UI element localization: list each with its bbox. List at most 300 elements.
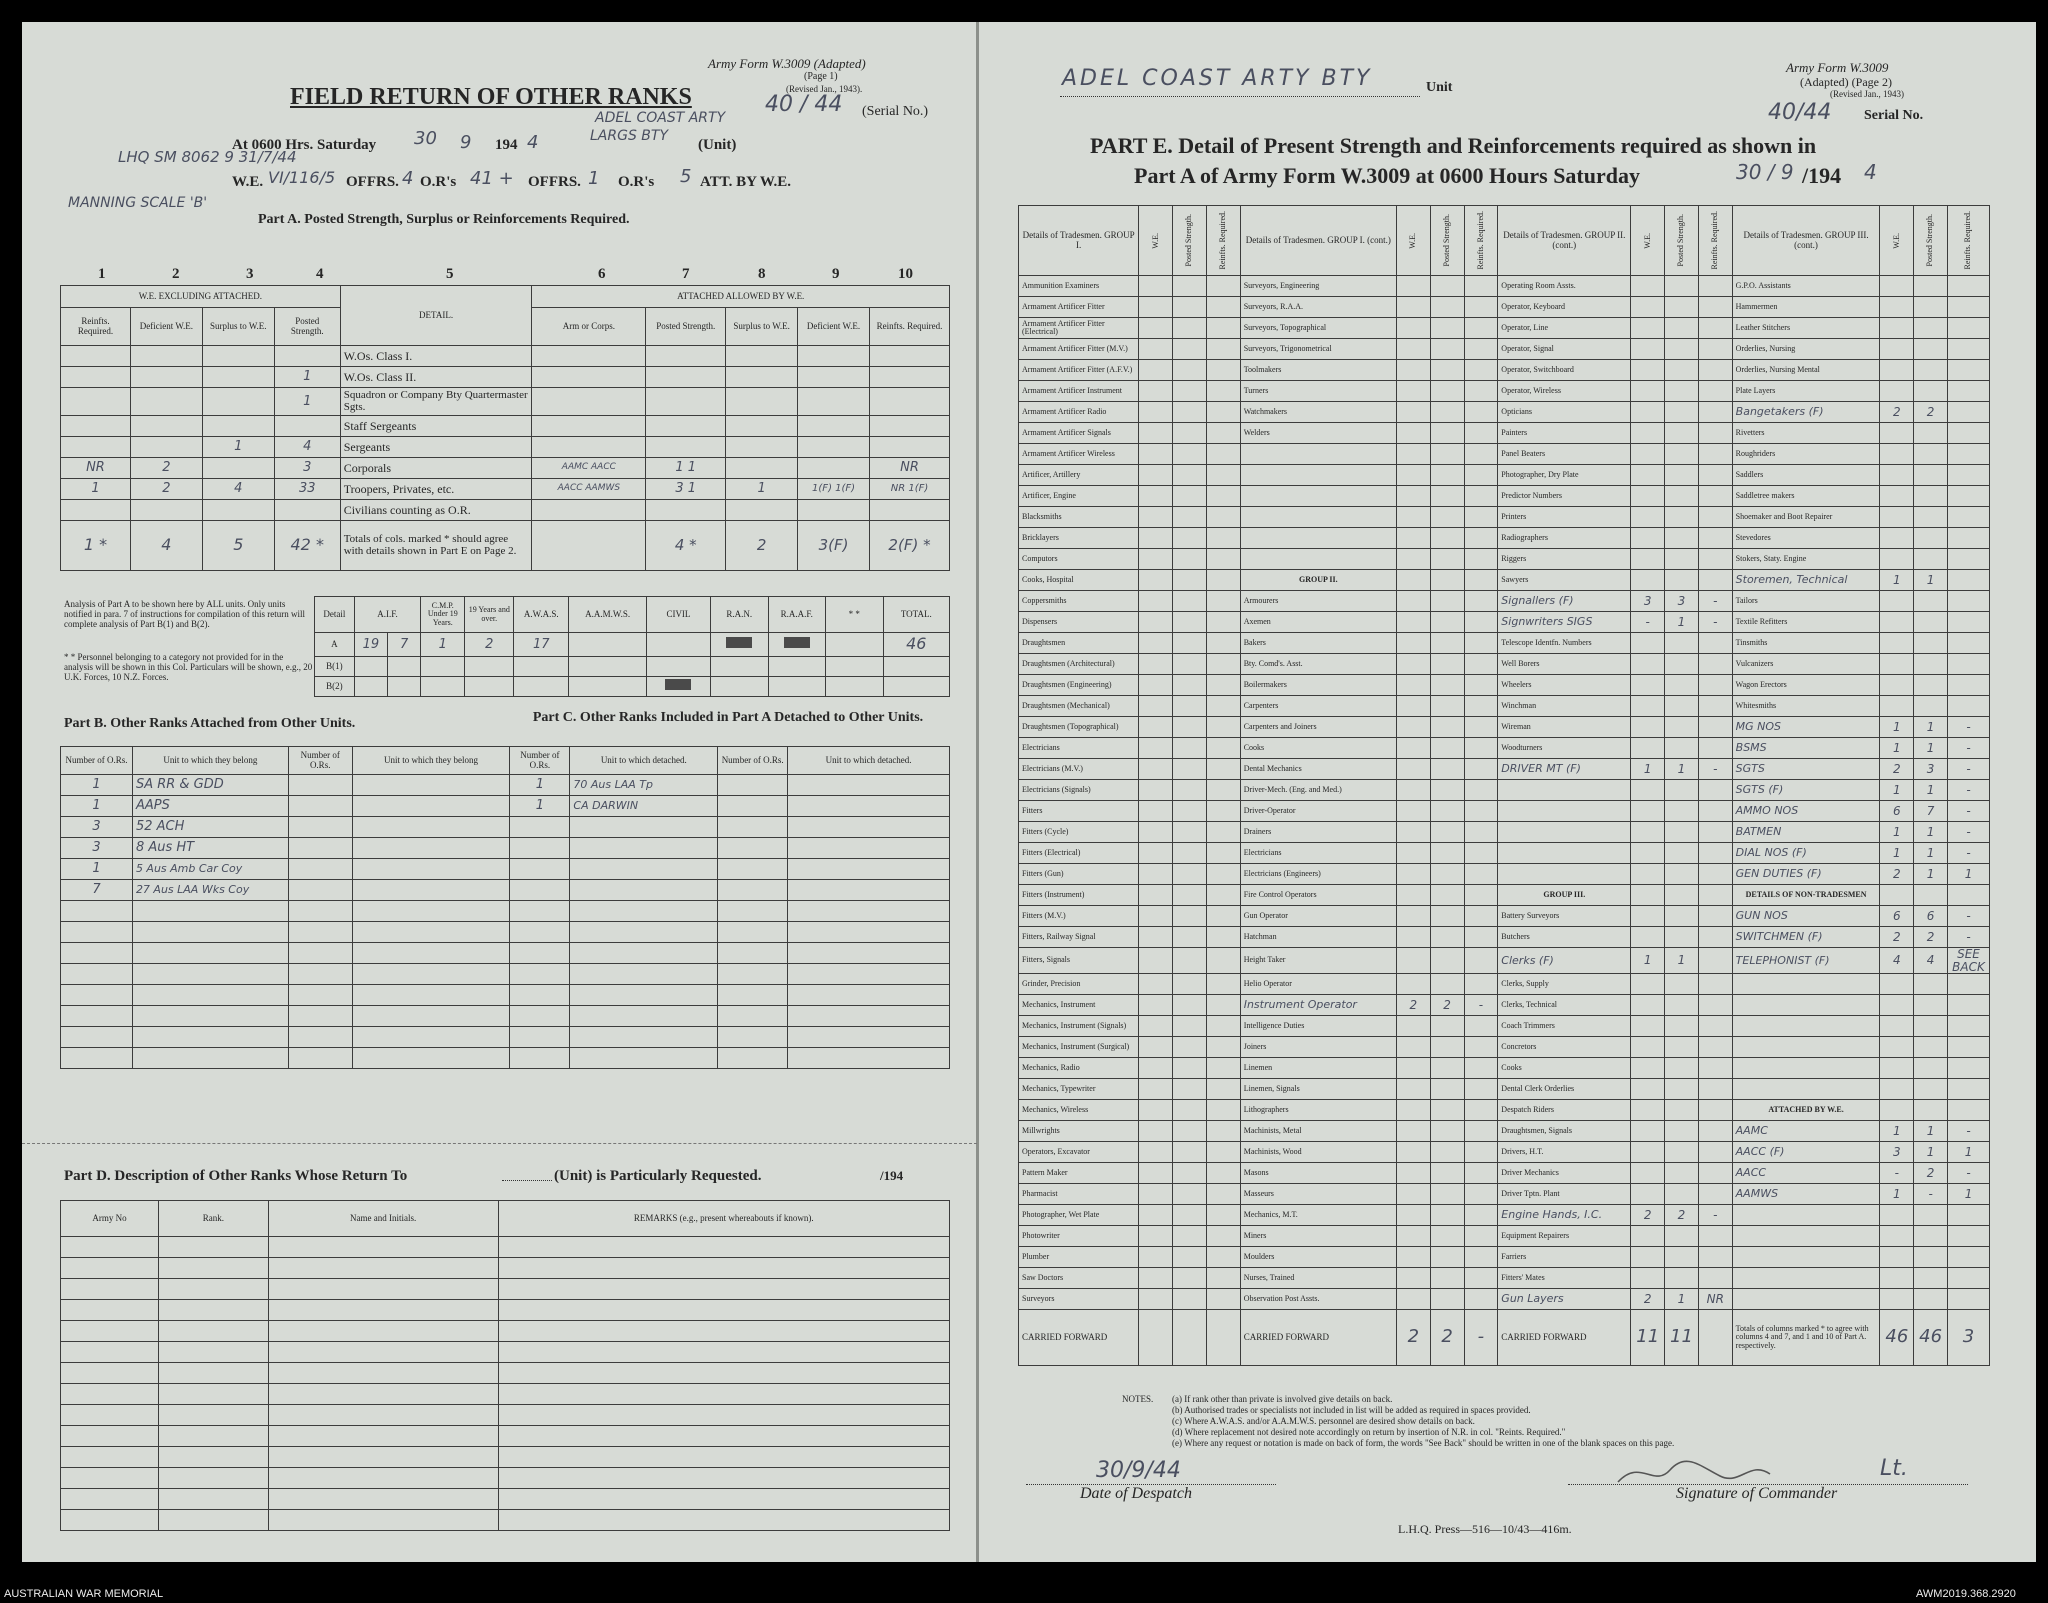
cell: 1 bbox=[510, 796, 570, 817]
trade-value: 6 bbox=[1880, 801, 1914, 822]
trade-label: Watchmakers bbox=[1240, 402, 1396, 423]
trade-value bbox=[1139, 822, 1173, 843]
trade-value bbox=[1430, 1184, 1464, 1205]
despatch-label: Date of Despatch bbox=[1080, 1485, 1192, 1502]
trade-value bbox=[1396, 864, 1430, 885]
trade-label: Storemen, Technical bbox=[1732, 570, 1880, 591]
bc-header: Number of O.Rs. bbox=[288, 747, 352, 775]
trade-label: Instrument Operator bbox=[1240, 995, 1396, 1016]
trade-label: Armament Artificer Fitter (Electrical) bbox=[1019, 318, 1139, 339]
column-header-text: Reinfts. Required. bbox=[1710, 211, 1720, 270]
trade-value bbox=[1948, 444, 1990, 465]
trade-value bbox=[1914, 486, 1948, 507]
trade-label: Vulcanizers bbox=[1732, 654, 1880, 675]
trade-value bbox=[1631, 1121, 1665, 1142]
trade-value: 3 bbox=[1631, 591, 1665, 612]
trade-value bbox=[1880, 297, 1914, 318]
trade-value bbox=[1173, 612, 1207, 633]
trade-value bbox=[1948, 1226, 1990, 1247]
trade-value bbox=[1139, 738, 1173, 759]
trade-label: Telescope Identfn. Numbers bbox=[1498, 633, 1631, 654]
trade-value bbox=[1698, 885, 1732, 906]
trade-value bbox=[1698, 1121, 1732, 1142]
trade-value bbox=[1880, 974, 1914, 995]
trade-value: 1 bbox=[1665, 948, 1699, 974]
trade-value bbox=[1430, 297, 1464, 318]
trade-value bbox=[1948, 1079, 1990, 1100]
col-number: 10 bbox=[898, 266, 913, 282]
ors2-value: 5 bbox=[680, 166, 692, 187]
trade-value bbox=[1914, 1226, 1948, 1247]
trade-value bbox=[1396, 780, 1430, 801]
trade-label: Photowriter bbox=[1019, 1226, 1139, 1247]
trade-value bbox=[1948, 1058, 1990, 1079]
trade-value bbox=[1914, 1016, 1948, 1037]
trade-value bbox=[1206, 276, 1240, 297]
subheader: Arm or Corps. bbox=[532, 308, 646, 346]
cell bbox=[798, 416, 870, 437]
table-row bbox=[1019, 654, 1990, 675]
cell bbox=[646, 437, 726, 458]
trade-value: - bbox=[1698, 591, 1732, 612]
trade-value bbox=[1464, 864, 1498, 885]
table-row bbox=[61, 838, 950, 859]
trade-label bbox=[1240, 486, 1396, 507]
detail-label: Corporals bbox=[340, 458, 532, 479]
trade-value bbox=[1464, 591, 1498, 612]
trade-label: Operator, Wireless bbox=[1498, 381, 1631, 402]
trade-value bbox=[1880, 1226, 1914, 1247]
trade-value bbox=[1173, 381, 1207, 402]
cell bbox=[130, 500, 202, 521]
we-label: W.E. bbox=[232, 174, 264, 190]
subheader: Deficient W.E. bbox=[130, 308, 202, 346]
analysis-header: A.I.F. bbox=[354, 597, 420, 633]
trade-value bbox=[1698, 696, 1732, 717]
part-d-heading: Part D. Description of Other Ranks Whose Return To bbox=[64, 1168, 408, 1184]
trade-label: G.P.O. Assistants bbox=[1732, 276, 1880, 297]
subheader: Surplus to W.E. bbox=[726, 308, 798, 346]
cell bbox=[726, 437, 798, 458]
column-header-text: Posted Strength. bbox=[1925, 214, 1935, 267]
trade-value bbox=[1631, 843, 1665, 864]
trade-value bbox=[1396, 1058, 1430, 1079]
trade-value bbox=[1631, 885, 1665, 906]
revised-date: (Revised Jan., 1943) bbox=[1830, 89, 1904, 99]
trade-value bbox=[1631, 570, 1665, 591]
year-prefix: 194 bbox=[495, 137, 518, 153]
trade-value bbox=[1914, 528, 1948, 549]
at-hours-label: At 0600 Hrs. Saturday bbox=[232, 137, 377, 153]
column-header bbox=[1206, 206, 1240, 276]
trade-value bbox=[1631, 822, 1665, 843]
trade-value bbox=[1206, 1163, 1240, 1184]
trade-value bbox=[1948, 570, 1990, 591]
trade-value bbox=[1139, 927, 1173, 948]
trade-value bbox=[1206, 444, 1240, 465]
trade-value bbox=[1396, 1121, 1430, 1142]
trade-value bbox=[1396, 1037, 1430, 1058]
trade-value bbox=[1464, 381, 1498, 402]
serial-handwritten: 40/44 bbox=[1768, 100, 1832, 125]
trade-label bbox=[1240, 549, 1396, 570]
trade-value bbox=[1665, 1016, 1699, 1037]
trade-value bbox=[1396, 822, 1430, 843]
blacked-cell bbox=[646, 677, 710, 697]
trade-value bbox=[1464, 717, 1498, 738]
col-number: 1 bbox=[98, 266, 106, 282]
trade-value bbox=[1396, 507, 1430, 528]
trade-value bbox=[1948, 507, 1990, 528]
trade-value bbox=[1464, 612, 1498, 633]
trade-value bbox=[1665, 1037, 1699, 1058]
trade-value bbox=[1396, 297, 1430, 318]
trade-value bbox=[1665, 906, 1699, 927]
trade-value bbox=[1948, 423, 1990, 444]
trade-label: Mechanics, Typewriter bbox=[1019, 1079, 1139, 1100]
trade-value: - bbox=[1698, 612, 1732, 633]
page-fold bbox=[976, 22, 979, 1562]
trade-value bbox=[1914, 974, 1948, 995]
cell bbox=[646, 346, 726, 367]
cell: 1 bbox=[421, 633, 465, 657]
trade-value bbox=[1206, 738, 1240, 759]
trade-label: Surveyors, Topographical bbox=[1240, 318, 1396, 339]
trade-label: Bty. Comd's. Asst. bbox=[1240, 654, 1396, 675]
trade-value bbox=[1206, 1016, 1240, 1037]
tear-line bbox=[22, 1143, 977, 1144]
trade-value bbox=[1665, 1226, 1699, 1247]
trade-value bbox=[1665, 974, 1699, 995]
trade-value bbox=[1948, 381, 1990, 402]
detail-label: Squadron or Company Bty Quartermaster Sgts. bbox=[340, 388, 532, 416]
trade-value bbox=[1173, 465, 1207, 486]
carried-value: 2 bbox=[1396, 1310, 1430, 1366]
trade-value bbox=[1139, 1268, 1173, 1289]
trade-value: NR bbox=[1698, 1289, 1732, 1310]
trade-value bbox=[1948, 1037, 1990, 1058]
trade-value bbox=[1665, 1163, 1699, 1184]
trade-value bbox=[1430, 423, 1464, 444]
trade-label: Electricians (Engineers) bbox=[1240, 864, 1396, 885]
trade-label: Mechanics, Instrument bbox=[1019, 995, 1139, 1016]
trade-value bbox=[1464, 297, 1498, 318]
trade-label: Armament Artificer Fitter (M.V.) bbox=[1019, 339, 1139, 360]
trade-value: 2 bbox=[1396, 995, 1430, 1016]
trade-value: - bbox=[1948, 717, 1990, 738]
trade-value: 2 bbox=[1880, 759, 1914, 780]
cell bbox=[726, 388, 798, 416]
trade-value bbox=[1430, 507, 1464, 528]
column-header bbox=[1430, 206, 1464, 276]
trade-value: - bbox=[1948, 927, 1990, 948]
trade-label: Operator, Keyboard bbox=[1498, 297, 1631, 318]
cell bbox=[532, 416, 646, 437]
group-header: Details of Tradesmen. GROUP II. (cont.) bbox=[1498, 206, 1631, 276]
trade-value bbox=[1430, 759, 1464, 780]
trade-value bbox=[1464, 696, 1498, 717]
trade-value bbox=[1139, 570, 1173, 591]
trade-value bbox=[1206, 1268, 1240, 1289]
analysis-header: A.A.M.W.S. bbox=[569, 597, 646, 633]
trade-value bbox=[1173, 675, 1207, 696]
offrs2-label: OFFRS. bbox=[528, 174, 581, 190]
trade-value: - bbox=[1948, 843, 1990, 864]
trade-value: - bbox=[1914, 1184, 1948, 1205]
trade-value bbox=[1430, 276, 1464, 297]
part-a-heading: Part A. Posted Strength, Surplus or Reinforcements Required. bbox=[258, 212, 630, 227]
trade-label: BSMS bbox=[1732, 738, 1880, 759]
trade-value bbox=[1430, 486, 1464, 507]
trade-value bbox=[1698, 1142, 1732, 1163]
trade-value bbox=[1206, 549, 1240, 570]
trade-label: Miners bbox=[1240, 1226, 1396, 1247]
trade-label: Equipment Repairers bbox=[1498, 1226, 1631, 1247]
analysis-header: TOTAL. bbox=[883, 597, 949, 633]
trade-value bbox=[1914, 696, 1948, 717]
table-row bbox=[1019, 906, 1990, 927]
trade-label: Mechanics, Radio bbox=[1019, 1058, 1139, 1079]
trade-value bbox=[1880, 1289, 1914, 1310]
trade-value bbox=[1396, 885, 1430, 906]
trade-value bbox=[1914, 1100, 1948, 1121]
trade-value bbox=[1914, 654, 1948, 675]
cell bbox=[726, 346, 798, 367]
trade-value bbox=[1914, 1079, 1948, 1100]
trade-label: Clerks (F) bbox=[1498, 948, 1631, 974]
trade-value: 2 bbox=[1430, 995, 1464, 1016]
bc-header: Number of O.Rs. bbox=[61, 747, 133, 775]
trade-value bbox=[1173, 1142, 1207, 1163]
trade-label: Armament Artificer Fitter bbox=[1019, 297, 1139, 318]
trade-value bbox=[1698, 1268, 1732, 1289]
trade-value bbox=[1396, 444, 1430, 465]
analysis-table bbox=[314, 596, 950, 697]
cell bbox=[202, 416, 274, 437]
trade-value bbox=[1206, 528, 1240, 549]
trade-label: Cooks bbox=[1240, 738, 1396, 759]
trade-value bbox=[1665, 1121, 1699, 1142]
trade-value bbox=[1139, 1121, 1173, 1142]
trade-label: Surveyors, R.A.A. bbox=[1240, 297, 1396, 318]
trade-label: Ammunition Examiners bbox=[1019, 276, 1139, 297]
trade-value bbox=[1173, 507, 1207, 528]
trade-label bbox=[1732, 1289, 1880, 1310]
trade-value bbox=[1430, 738, 1464, 759]
trade-label: Electricians bbox=[1240, 843, 1396, 864]
trade-label: SGTS (F) bbox=[1732, 780, 1880, 801]
trade-value: - bbox=[1698, 759, 1732, 780]
trade-value bbox=[1430, 675, 1464, 696]
trade-label: Toolmakers bbox=[1240, 360, 1396, 381]
cell: 1 * bbox=[61, 521, 131, 571]
trade-value bbox=[1698, 1184, 1732, 1205]
analysis-header: CIVIL bbox=[646, 597, 710, 633]
trade-value bbox=[1206, 402, 1240, 423]
trade-value bbox=[1464, 1079, 1498, 1100]
trade-value bbox=[1173, 1016, 1207, 1037]
trade-label: Signwriters SIGS bbox=[1498, 612, 1631, 633]
table-row bbox=[1019, 444, 1990, 465]
trade-value bbox=[1173, 717, 1207, 738]
trade-label: Coach Trimmers bbox=[1498, 1016, 1631, 1037]
trade-value bbox=[1430, 402, 1464, 423]
group-header: Details of Tradesmen. GROUP I. (cont.) bbox=[1240, 206, 1396, 276]
trade-label: Intelligence Duties bbox=[1240, 1016, 1396, 1037]
trade-value bbox=[1698, 570, 1732, 591]
cell: 1 bbox=[61, 479, 131, 500]
trade-value: 1 bbox=[1914, 780, 1948, 801]
trade-value bbox=[1139, 717, 1173, 738]
trade-value bbox=[1698, 297, 1732, 318]
trade-value bbox=[1430, 465, 1464, 486]
trade-label: Riggers bbox=[1498, 549, 1631, 570]
trade-value bbox=[1631, 381, 1665, 402]
trade-value bbox=[1698, 864, 1732, 885]
cell: 2 bbox=[465, 633, 514, 657]
col-number: 7 bbox=[682, 266, 690, 282]
trade-value bbox=[1698, 906, 1732, 927]
trade-value bbox=[1206, 360, 1240, 381]
table-row bbox=[1019, 1268, 1990, 1289]
analysis-note: * * Personnel belonging to a category not provided for in the analysis will be shown in this Col. Particulars will be shown, e.g., 20 U.K. Forces, 10 N.Z. Forces. bbox=[64, 652, 313, 682]
trade-label: Pharmacist bbox=[1019, 1184, 1139, 1205]
trade-value bbox=[1665, 360, 1699, 381]
cell bbox=[870, 416, 950, 437]
part-b-heading: Part B. Other Ranks Attached from Other Units. bbox=[64, 716, 356, 731]
trade-value: 1 bbox=[1914, 843, 1948, 864]
trade-value bbox=[1430, 1079, 1464, 1100]
trade-value bbox=[1880, 549, 1914, 570]
table-row bbox=[61, 500, 950, 521]
trade-value bbox=[1698, 927, 1732, 948]
trade-value bbox=[1430, 696, 1464, 717]
cell bbox=[130, 416, 202, 437]
trade-value bbox=[1430, 528, 1464, 549]
lhq-reference: LHQ SM 8062 9 31/7/44 bbox=[118, 148, 297, 166]
cell bbox=[202, 367, 274, 388]
trade-value bbox=[1396, 927, 1430, 948]
cell bbox=[61, 416, 131, 437]
cell bbox=[726, 500, 798, 521]
table-row bbox=[61, 367, 950, 388]
trade-value bbox=[1206, 843, 1240, 864]
trade-value bbox=[1948, 360, 1990, 381]
trade-label: DETAILS OF NON-TRADESMEN bbox=[1732, 885, 1880, 906]
trade-value bbox=[1206, 696, 1240, 717]
trade-value bbox=[1948, 297, 1990, 318]
trade-value bbox=[1173, 339, 1207, 360]
trade-label: Electricians bbox=[1019, 738, 1139, 759]
note-b: (b) Authorised trades or specialists not included in list will be added as required in spaces provided. bbox=[1172, 1405, 1531, 1415]
column-header-text: Reinfts. Required. bbox=[1963, 211, 1973, 270]
row-label: B(1) bbox=[315, 657, 355, 677]
trade-value bbox=[1139, 948, 1173, 974]
trade-label bbox=[1732, 1247, 1880, 1268]
trade-label: Mechanics, Instrument (Surgical) bbox=[1019, 1037, 1139, 1058]
trade-value: - bbox=[1948, 759, 1990, 780]
trade-value: 3 bbox=[1880, 1142, 1914, 1163]
trade-value: 2 bbox=[1880, 402, 1914, 423]
trade-value bbox=[1396, 801, 1430, 822]
carried-value: 3 bbox=[1948, 1310, 1990, 1366]
analysis-header: * * bbox=[826, 597, 884, 633]
cmp-over: 19 Years and over. bbox=[465, 597, 514, 633]
trade-value bbox=[1631, 465, 1665, 486]
trade-value bbox=[1948, 633, 1990, 654]
trade-value bbox=[1173, 1268, 1207, 1289]
trade-label bbox=[1240, 444, 1396, 465]
trade-value bbox=[1914, 549, 1948, 570]
trade-label: Textile Refitters bbox=[1732, 612, 1880, 633]
table-row bbox=[61, 880, 950, 901]
trade-label: Fitters (M.V.) bbox=[1019, 906, 1139, 927]
carried-label: CARRIED FORWARD bbox=[1019, 1310, 1139, 1366]
trade-label: Panel Beaters bbox=[1498, 444, 1631, 465]
totals-row bbox=[61, 521, 950, 571]
trade-label: Moulders bbox=[1240, 1247, 1396, 1268]
press-imprint: L.H.Q. Press—516—10/43—416m. bbox=[1398, 1522, 1572, 1536]
trade-value bbox=[1173, 1121, 1207, 1142]
trade-value bbox=[1430, 1289, 1464, 1310]
column-header-text: Reinfts. Required. bbox=[1218, 211, 1228, 270]
column-header-text: W.E. bbox=[1150, 232, 1160, 249]
trade-value bbox=[1139, 528, 1173, 549]
trade-value bbox=[1173, 549, 1207, 570]
trade-value bbox=[1631, 1037, 1665, 1058]
trade-value bbox=[1430, 570, 1464, 591]
cell bbox=[130, 346, 202, 367]
trade-label: Shoemaker and Boot Repairer bbox=[1732, 507, 1880, 528]
trade-value bbox=[1430, 591, 1464, 612]
trade-value bbox=[1698, 974, 1732, 995]
trade-label: Orderlies, Nursing bbox=[1732, 339, 1880, 360]
trade-value bbox=[1396, 1184, 1430, 1205]
trade-value bbox=[1880, 654, 1914, 675]
trade-value bbox=[1173, 843, 1207, 864]
subheader: Posted Strength. bbox=[646, 308, 726, 346]
trade-label: Boilermakers bbox=[1240, 675, 1396, 696]
trade-value bbox=[1880, 995, 1914, 1016]
trade-value: 2 bbox=[1631, 1289, 1665, 1310]
trade-value bbox=[1139, 843, 1173, 864]
trade-value bbox=[1698, 843, 1732, 864]
trade-label: Draughtsmen (Mechanical) bbox=[1019, 696, 1139, 717]
cell: 42 * bbox=[274, 521, 340, 571]
trade-value bbox=[1665, 1184, 1699, 1205]
trade-value bbox=[1139, 1226, 1173, 1247]
cell bbox=[798, 500, 870, 521]
trade-value bbox=[1665, 717, 1699, 738]
table-row bbox=[1019, 1121, 1990, 1142]
trade-value bbox=[1396, 906, 1430, 927]
table-row bbox=[1019, 633, 1990, 654]
table-row bbox=[1019, 974, 1990, 995]
trade-value bbox=[1948, 591, 1990, 612]
trade-value bbox=[1430, 822, 1464, 843]
trade-value: 1 bbox=[1880, 717, 1914, 738]
trade-value bbox=[1173, 801, 1207, 822]
trade-label: Armourers bbox=[1240, 591, 1396, 612]
cell: 1 bbox=[274, 367, 340, 388]
trade-value bbox=[1464, 1184, 1498, 1205]
trade-value bbox=[1698, 780, 1732, 801]
trade-value bbox=[1206, 1289, 1240, 1310]
trade-value bbox=[1396, 1100, 1430, 1121]
trade-value bbox=[1665, 297, 1699, 318]
trade-value bbox=[1464, 339, 1498, 360]
trade-value: 1 bbox=[1665, 759, 1699, 780]
